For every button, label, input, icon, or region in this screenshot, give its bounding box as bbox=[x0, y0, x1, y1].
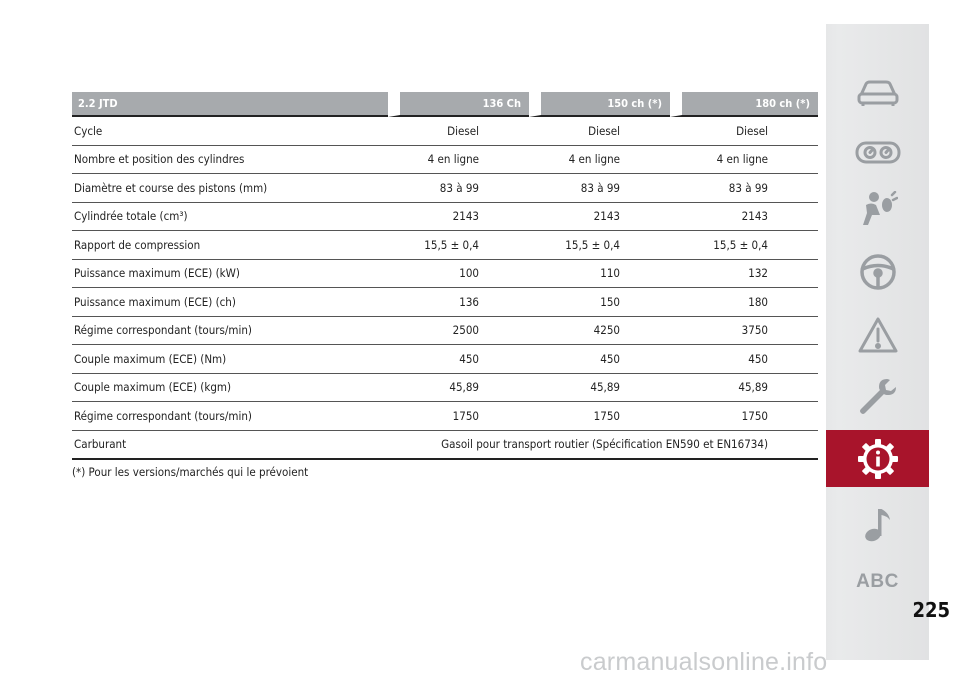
dashboard-icon[interactable] bbox=[826, 124, 929, 181]
wrench-icon[interactable] bbox=[826, 368, 929, 425]
row-value: 450 bbox=[670, 345, 818, 374]
row-value: 2500 bbox=[388, 317, 529, 346]
row-label: Régime correspondant (tours/min) bbox=[72, 317, 388, 346]
row-value: 100 bbox=[388, 260, 529, 289]
technical-data-icon[interactable] bbox=[826, 430, 929, 487]
row-label: Puissance maximum (ECE) (ch) bbox=[72, 288, 388, 317]
watermark-text: carmanualsonline.info bbox=[580, 648, 828, 676]
row-value: 150 bbox=[529, 288, 670, 317]
chapter-sidebar bbox=[826, 24, 929, 660]
header-engine: 2.2 JTD bbox=[72, 92, 388, 117]
table-row bbox=[72, 288, 818, 317]
row-value: 3750 bbox=[670, 317, 818, 346]
row-value: 15,5 ± 0,4 bbox=[670, 231, 818, 260]
row-value: 83 à 99 bbox=[529, 174, 670, 203]
footnote: (*) Pour les versions/marchés qui le prévoient bbox=[72, 465, 309, 479]
music-note-icon[interactable] bbox=[826, 495, 929, 552]
row-label: Régime correspondant (tours/min) bbox=[72, 402, 388, 431]
table-row bbox=[72, 231, 818, 260]
row-value: 15,5 ± 0,4 bbox=[388, 231, 529, 260]
table-row bbox=[72, 345, 818, 374]
table-row bbox=[72, 317, 818, 346]
table-row bbox=[72, 203, 818, 232]
row-value: 132 bbox=[670, 260, 818, 289]
row-value: 83 à 99 bbox=[670, 174, 818, 203]
table-header-row bbox=[72, 92, 818, 117]
table-row bbox=[72, 174, 818, 203]
row-value: 2143 bbox=[670, 203, 818, 232]
row-label: Puissance maximum (ECE) (kW) bbox=[72, 260, 388, 289]
header-136ch: 136 Ch bbox=[388, 92, 529, 117]
row-label: Diamètre et course des pistons (mm) bbox=[72, 174, 388, 203]
fuel-label: Carburant bbox=[72, 431, 388, 461]
table-row bbox=[72, 374, 818, 403]
row-value: 110 bbox=[529, 260, 670, 289]
row-label: Cycle bbox=[72, 117, 388, 146]
row-label: Nombre et position des cylindres bbox=[72, 146, 388, 175]
row-value: 450 bbox=[388, 345, 529, 374]
row-value: Diesel bbox=[529, 117, 670, 146]
row-value: 83 à 99 bbox=[388, 174, 529, 203]
page-number: 225 bbox=[912, 598, 950, 622]
table-row bbox=[72, 117, 818, 146]
header-180ch: 180 ch (*) bbox=[670, 92, 818, 117]
row-label: Couple maximum (ECE) (kgm) bbox=[72, 374, 388, 403]
row-label: Rapport de compression bbox=[72, 231, 388, 260]
row-value: 1750 bbox=[388, 402, 529, 431]
row-value: 4 en ligne bbox=[529, 146, 670, 175]
row-label: Couple maximum (ECE) (Nm) bbox=[72, 345, 388, 374]
row-value: 1750 bbox=[670, 402, 818, 431]
table-row bbox=[72, 146, 818, 175]
abc-index-label: ABC bbox=[856, 570, 899, 592]
row-value: 45,89 bbox=[529, 374, 670, 403]
header-150ch: 150 ch (*) bbox=[529, 92, 670, 117]
specifications-table bbox=[72, 92, 818, 460]
row-value: Diesel bbox=[388, 117, 529, 146]
row-label: Cylindrée totale (cm³) bbox=[72, 203, 388, 232]
table-row bbox=[72, 402, 818, 431]
row-value: 1750 bbox=[529, 402, 670, 431]
row-value: 15,5 ± 0,4 bbox=[529, 231, 670, 260]
row-value: 4 en ligne bbox=[388, 146, 529, 175]
row-value: 45,89 bbox=[670, 374, 818, 403]
row-value: 180 bbox=[670, 288, 818, 317]
warning-icon[interactable] bbox=[826, 306, 929, 363]
steering-wheel-icon[interactable] bbox=[826, 243, 929, 300]
car-icon[interactable] bbox=[826, 64, 929, 121]
row-value: 2143 bbox=[388, 203, 529, 232]
table-row-fuel bbox=[72, 431, 818, 461]
row-value: 2143 bbox=[529, 203, 670, 232]
fuel-value: Gasoil pour transport routier (Spécification EN590 et EN16734) bbox=[388, 431, 818, 461]
row-value: 4 en ligne bbox=[670, 146, 818, 175]
airbag-icon[interactable] bbox=[826, 181, 929, 238]
row-value: 4250 bbox=[529, 317, 670, 346]
row-value: 45,89 bbox=[388, 374, 529, 403]
table-row bbox=[72, 260, 818, 289]
row-value: Diesel bbox=[670, 117, 818, 146]
row-value: 450 bbox=[529, 345, 670, 374]
row-value: 136 bbox=[388, 288, 529, 317]
